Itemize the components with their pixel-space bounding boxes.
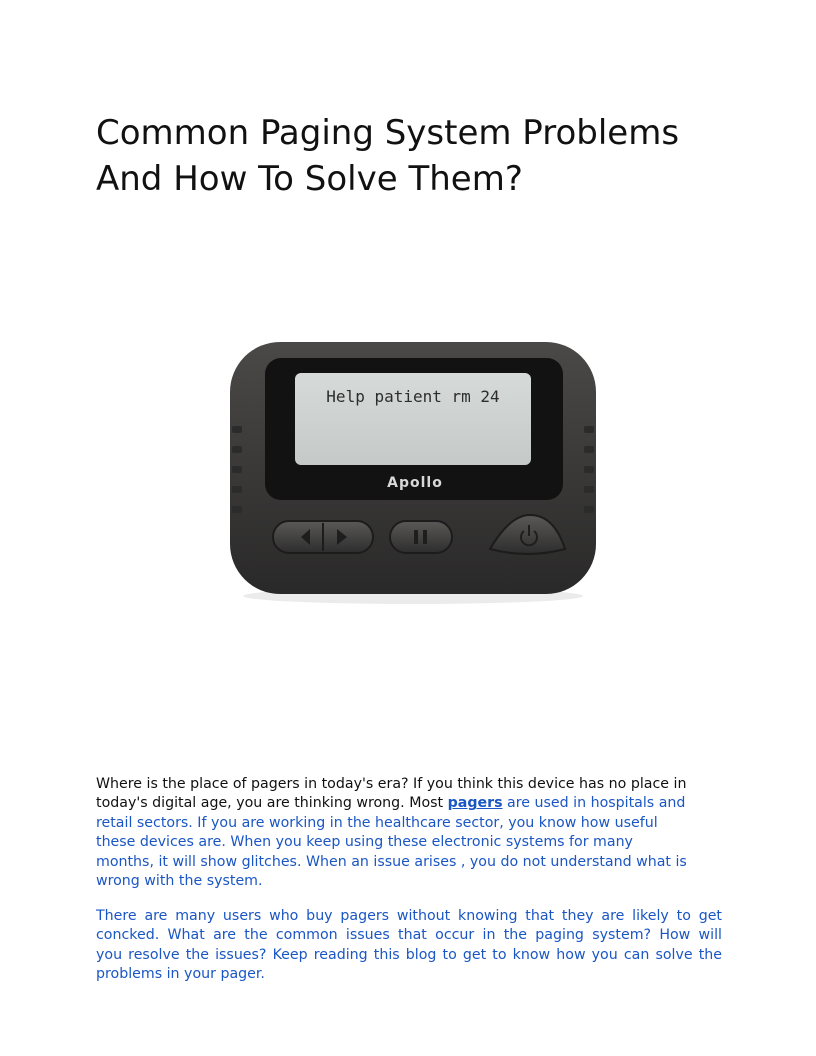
paragraph-line: concked. What are the common issues that occur in the paging system? How will: [96, 927, 722, 944]
intro-paragraph: [96, 775, 722, 891]
issues-paragraph: [96, 907, 722, 985]
paragraph-line: retail sectors. If you are working in the healthcare sector, you know how useful: [96, 814, 658, 831]
paragraph-line: wrong with the system.: [96, 873, 263, 890]
paragraph-line: months, it will show glitches. When an issue arises , you do not understand what is: [96, 853, 687, 870]
pagers-link[interactable]: pagers: [447, 795, 503, 812]
paragraph-line: these devices are. When you keep using these electronic systems for many: [96, 834, 633, 851]
paragraph-line: are used in hospitals and: [502, 795, 686, 812]
paragraph-line: today's digital age, you are thinking wrong. Most: [96, 795, 448, 812]
pause-icon: [414, 530, 418, 544]
page-title: [96, 110, 736, 202]
brand-logo: Apollo: [387, 475, 443, 491]
title-line: And How To Solve Them?: [96, 159, 523, 199]
pause-button: [390, 521, 452, 553]
pager-illustration: [210, 318, 616, 608]
paragraph-line: you resolve the issues? Keep reading this blog to get to know how you can solve the: [96, 946, 722, 963]
title-line: Common Paging System Problems: [96, 113, 680, 153]
paragraph-line: Where is the place of pagers in today's era? If you think this device has no place in: [96, 776, 687, 792]
pager-image: [210, 318, 616, 608]
paragraph-line: There are many users who buy pagers without knowing that they are likely to get: [96, 908, 722, 924]
paragraph-line: problems in your pager.: [96, 966, 265, 983]
screen-text: Help patient rm 24: [326, 387, 500, 406]
